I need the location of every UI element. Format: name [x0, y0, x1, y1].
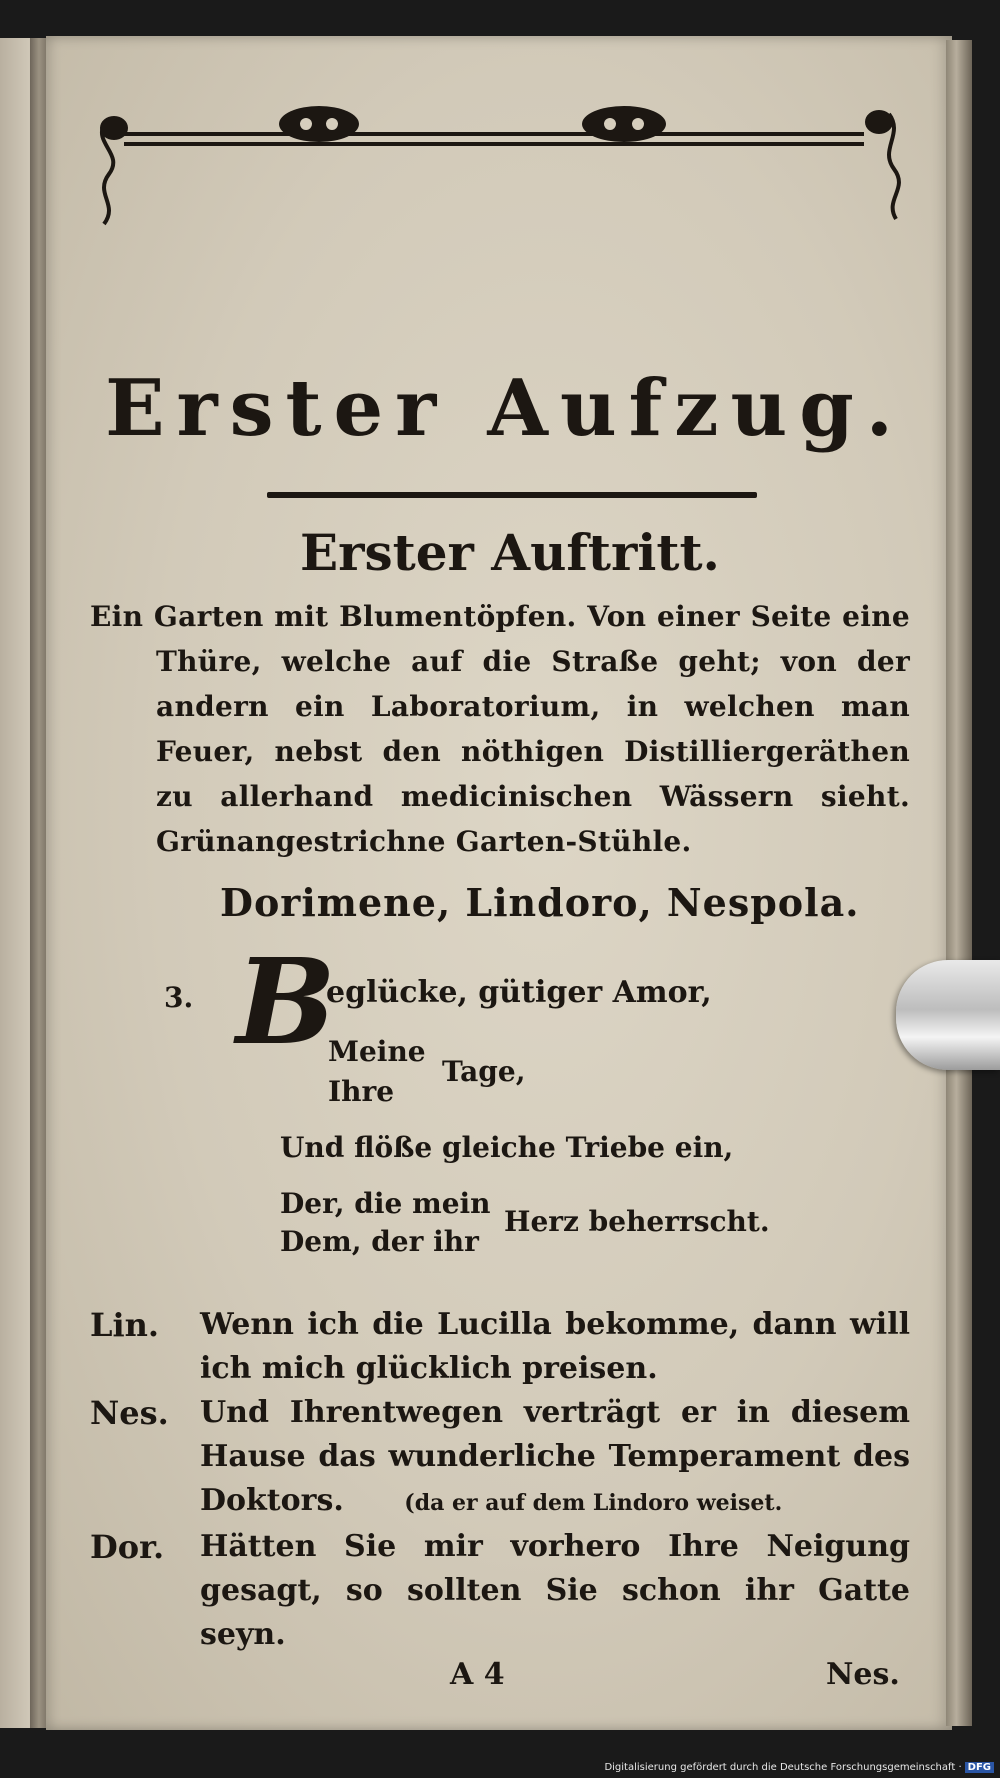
speech-dor: [90, 1525, 910, 1657]
song-block: [90, 932, 910, 1258]
decorative-ornament-border: [84, 104, 904, 234]
song-line: Der, die mein: [280, 1187, 491, 1220]
song-line: Meine: [328, 1035, 426, 1068]
page-footer: [90, 1657, 910, 1703]
dfg-logo: DFG: [965, 1762, 994, 1773]
page-content: [90, 363, 910, 1703]
persons-list: Dorimene, Lindoro, Nespola.: [220, 880, 860, 925]
title-rule: [267, 492, 757, 498]
digitization-credit: [604, 1758, 1000, 1778]
catchword: Nes.: [826, 1657, 900, 1692]
speech-text: Hätten Sie mir vorhero Ihre Neigung gesagt, so sollten Sie schon ihr Gatte seyn.: [200, 1529, 910, 1652]
signature-mark: A 4: [450, 1657, 505, 1692]
song-line: Herz beherrscht.: [504, 1205, 770, 1238]
act-title: Erster Aufzug.: [105, 363, 905, 454]
credit-text: Digitalisierung gefördert durch die Deutsche Forschungsgemeinschaft ·: [604, 1762, 962, 1773]
song-line: eglücke, gütiger Amor,: [326, 975, 712, 1010]
speech-text: Und Ihrentwegen verträgt er in diesem Hause das wunderliche Temperament des Doktors.: [200, 1395, 910, 1518]
song-line: Und flöße gleiche Triebe ein,: [280, 1131, 734, 1164]
speech-text: Wenn ich die Lucilla bekomme, dann will ich mich glücklich preisen.: [200, 1307, 910, 1386]
song-line: Tage,: [442, 1055, 526, 1088]
page-clip: [896, 960, 1000, 1070]
scene-title: Erster Auftritt.: [300, 523, 720, 582]
speaker-name: Dor.: [90, 1528, 165, 1566]
song-number: 3.: [164, 981, 194, 1014]
speaker-name: Lin.: [90, 1306, 160, 1344]
speaker-name: Nes.: [90, 1394, 169, 1432]
speech-nes: [90, 1391, 910, 1525]
stage-direction: Ein Garten mit Blumentöpfen. Von einer Seite eine Thüre, welche auf die Straße geht; von der andern ein Laboratorium, in welchen man Feuer, nebst den nöthigen Distilliergeräthen zu allerhand medicinischen Wässern sieht. Grünangestrichne Garten-Stühle.: [90, 600, 910, 858]
drop-capital: B: [236, 932, 336, 1071]
stage-note: (da er auf dem Lindoro weiset.: [404, 1490, 783, 1516]
song-line: Ihre: [328, 1075, 395, 1108]
speech-lin: [90, 1303, 910, 1391]
song-line: Dem, der ihr: [280, 1225, 479, 1258]
dialogue: [90, 1303, 910, 1657]
right-page-edge: [946, 40, 972, 1726]
